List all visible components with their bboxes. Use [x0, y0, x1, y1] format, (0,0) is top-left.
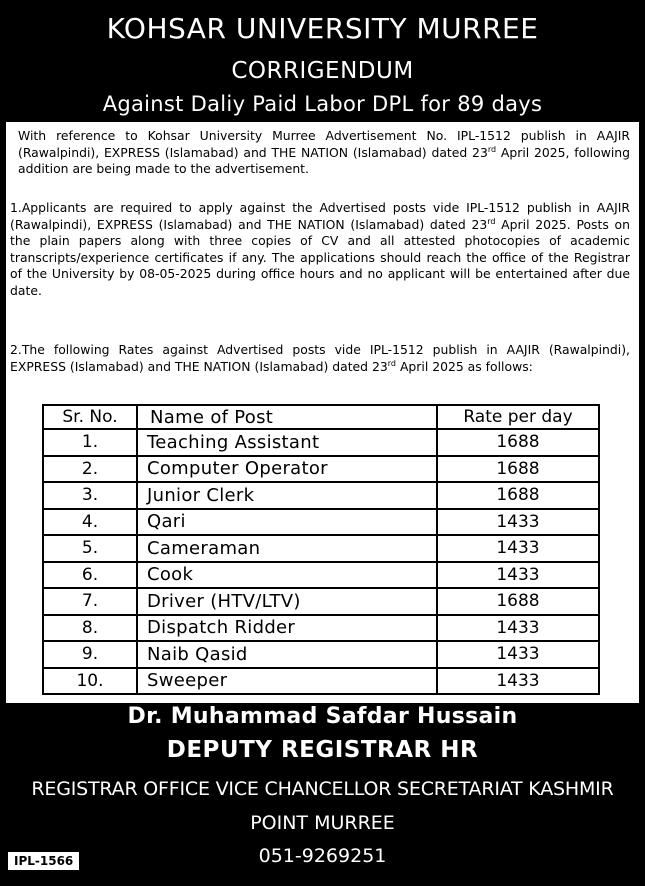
point-2-paragraph: 2.The following Rates against Advertised posts vide IPL-1512 publish in AAJIR (Rawalpindi), EXPRESS (Islamabad) and THE NATION (Islamabad) dated 23rd April 2025 as follows:	[10, 342, 630, 374]
cell-post: Computer Operator	[137, 456, 437, 483]
cell-rate: 1688	[437, 482, 599, 509]
cell-post: Junior Clerk	[137, 482, 437, 509]
cell-post: Qari	[137, 509, 437, 536]
address-line-2: POINT MURREE	[250, 812, 395, 834]
cell-sr: 5.	[43, 535, 137, 562]
phone-number: 051-9269251	[258, 845, 387, 867]
signatory-name: Dr. Muhammad Safdar Hussain	[127, 704, 518, 729]
cell-post: Cook	[137, 562, 437, 589]
table-row	[43, 562, 599, 589]
cell-post: Cameraman	[137, 535, 437, 562]
cell-rate: 1433	[437, 509, 599, 536]
header-rate: Rate per day	[437, 405, 599, 429]
cell-rate: 1433	[437, 615, 599, 642]
cell-rate: 1433	[437, 535, 599, 562]
table-row	[43, 482, 599, 509]
cell-post: Teaching Assistant	[137, 429, 437, 456]
header-sr-no: Sr. No.	[43, 405, 137, 429]
notice-subject: Against Daliy Paid Labor DPL for 89 days	[102, 92, 543, 116]
reference-number-badge: IPL-1566	[8, 852, 79, 870]
cell-rate: 1688	[437, 588, 599, 615]
intro-paragraph: With reference to Kohsar University Murree Advertisement No. IPL-1512 publish in AAJIR (Rawalpindi), EXPRESS (Islamabad) and THE NATION (Islamabad) dated 23rd April 2025, following addition are being made to the advertisement.	[18, 128, 631, 176]
cell-sr: 7.	[43, 588, 137, 615]
cell-sr: 6.	[43, 562, 137, 589]
point-1-paragraph: 1.Applicants are required to apply against the Advertised posts vide IPL-1512 publish in AAJIR (Rawalpindi), EXPRESS (Islamabad) and THE NATION (Islamabad) dated 23rd April 2025. Posts on the plain papers along with three copies of CV and all attested photocopies of academic transcripts/experience certificates if any. The applications should reach the office of the Registrar of the University by 08-05-2025 during office hours and no applicant will be entertained after due date.	[10, 200, 630, 298]
notice-type-heading: CORRIGENDUM	[231, 58, 414, 84]
signatory-designation: DEPUTY REGISTRAR HR	[166, 737, 479, 763]
cell-sr: 2.	[43, 456, 137, 483]
cell-rate: 1688	[437, 456, 599, 483]
cell-sr: 8.	[43, 615, 137, 642]
table-row	[43, 429, 599, 456]
header-post-name: Name of Post	[137, 405, 437, 429]
cell-post: Naib Qasid	[137, 641, 437, 668]
cell-sr: 3.	[43, 482, 137, 509]
address-line-1: REGISTRAR OFFICE VICE CHANCELLOR SECRETARIAT KASHMIR	[31, 778, 614, 800]
table-row	[43, 641, 599, 668]
table-row	[43, 456, 599, 483]
table-row	[43, 588, 599, 615]
cell-sr: 9.	[43, 641, 137, 668]
cell-rate: 1688	[437, 429, 599, 456]
table-row	[43, 535, 599, 562]
table-header-row	[43, 405, 599, 429]
cell-sr: 4.	[43, 509, 137, 536]
table-row	[43, 509, 599, 536]
cell-rate: 1433	[437, 641, 599, 668]
cell-sr: 10.	[43, 668, 137, 695]
university-title: KOHSAR UNIVERSITY MURREE	[106, 12, 539, 45]
table-row	[43, 615, 599, 642]
cell-post: Driver (HTV/LTV)	[137, 588, 437, 615]
table-row	[43, 668, 599, 695]
cell-post: Sweeper	[137, 668, 437, 695]
notice-body	[6, 122, 639, 703]
rates-table	[42, 404, 600, 695]
cell-post: Dispatch Ridder	[137, 615, 437, 642]
cell-sr: 1.	[43, 429, 137, 456]
cell-rate: 1433	[437, 562, 599, 589]
cell-rate: 1433	[437, 668, 599, 695]
